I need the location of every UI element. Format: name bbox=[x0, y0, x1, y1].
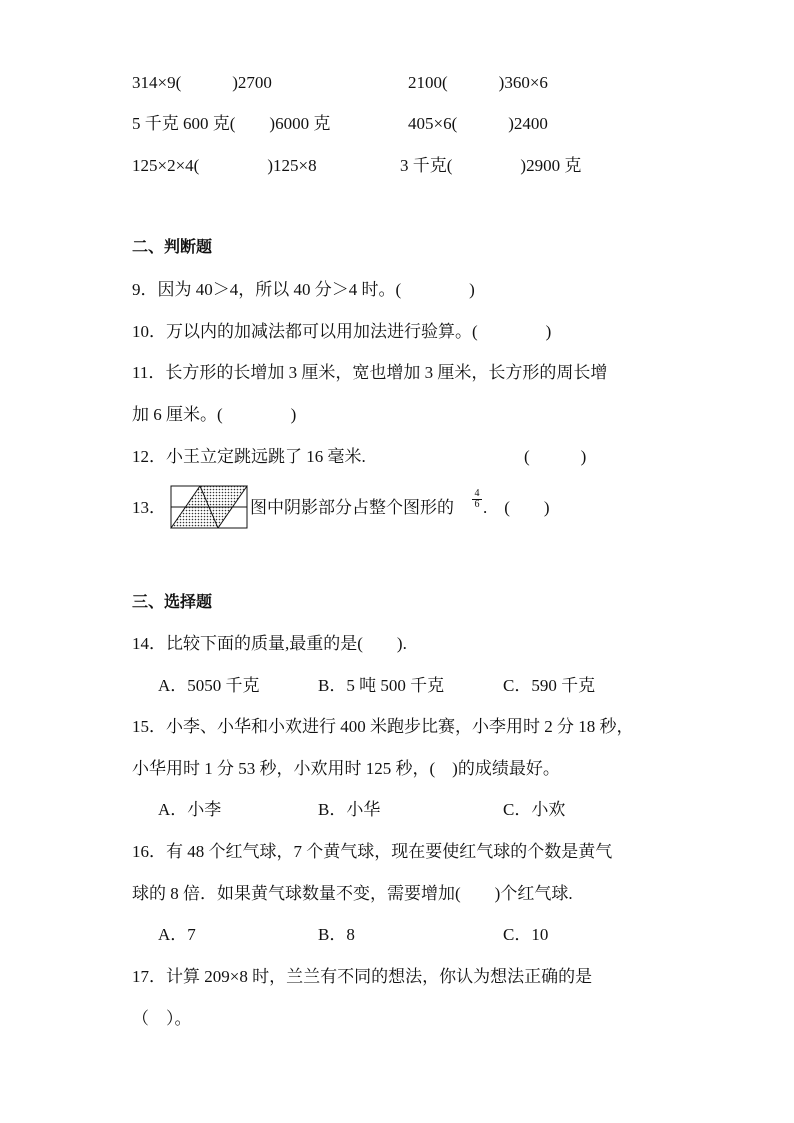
question-14-option-a: A．5050 千克 bbox=[158, 676, 260, 695]
question-16-option-b: B．8 bbox=[318, 925, 355, 944]
question-15-line1: 15．小李、小华和小欢进行 400 米跑步比赛，小李用时 2 分 18 秒， bbox=[132, 717, 634, 736]
question-14: 14．比较下面的质量,最重的是( ). bbox=[132, 634, 407, 653]
question-17-line2: （ ）。 bbox=[132, 1009, 192, 1028]
question-16-option-a: A．7 bbox=[158, 925, 196, 944]
question-14-option-c: C．590 千克 bbox=[503, 676, 596, 695]
question-12-paren: ( ) bbox=[524, 447, 587, 466]
question-16-option-c: C．10 bbox=[503, 925, 549, 944]
fraction-denominator: 6 bbox=[474, 499, 480, 510]
fraction-four-sixths bbox=[472, 489, 482, 510]
compare-1b: 2100( )360×6 bbox=[408, 73, 548, 92]
question-15-line2: 小华用时 1 分 53 秒，小欢用时 125 秒，( )的成绩最好。 bbox=[132, 759, 560, 778]
question-17-line1: 17．计算 209×8 时，兰兰有不同的想法，你认为想法正确的是 bbox=[132, 967, 593, 986]
compare-3b: 3 千克( )2900 克 bbox=[400, 156, 582, 175]
question-10: 10．万以内的加减法都可以用加法进行验算。( ) bbox=[132, 322, 552, 341]
question-14-option-b: B．5 吨 500 千克 bbox=[318, 676, 445, 695]
fraction-numerator: 4 bbox=[472, 489, 482, 500]
compare-3a: 125×2×4( )125×8 bbox=[132, 156, 317, 175]
question-11-line2: 加 6 厘米。( ) bbox=[132, 405, 297, 424]
question-13-text: 图中阴影部分占整个图形的 bbox=[250, 498, 454, 517]
compare-2b: 405×6( )2400 bbox=[408, 114, 548, 133]
question-11-line1: 11．长方形的长增加 3 厘米，宽也增加 3 厘米，长方形的周长增 bbox=[132, 363, 608, 382]
compare-2a: 5 千克 600 克( )6000 克 bbox=[132, 114, 331, 133]
question-16-line2: 球的 8 倍．如果黄气球数量不变，需要增加( )个红气球. bbox=[132, 884, 573, 903]
section-heading-judgement: 二、判断题 bbox=[132, 237, 213, 256]
question-15-option-c: C．小欢 bbox=[503, 800, 566, 819]
parallelogram-figure bbox=[170, 485, 248, 529]
compare-1a: 314×9( )2700 bbox=[132, 73, 272, 92]
question-12: 12．小王立定跳远跳了 16 毫米. bbox=[132, 447, 366, 466]
question-13-number: 13． bbox=[132, 498, 166, 517]
question-9: 9．因为 40＞4，所以 40 分＞4 时。( ) bbox=[132, 280, 475, 299]
question-15-option-a: A．小李 bbox=[158, 800, 222, 819]
question-16-line1: 16．有 48 个红气球，7 个黄气球，现在要使红气球的个数是黄气 bbox=[132, 842, 613, 861]
question-13-tail: . ( ) bbox=[483, 498, 550, 517]
section-heading-choice: 三、选择题 bbox=[132, 592, 213, 611]
question-15-option-b: B．小华 bbox=[318, 800, 381, 819]
